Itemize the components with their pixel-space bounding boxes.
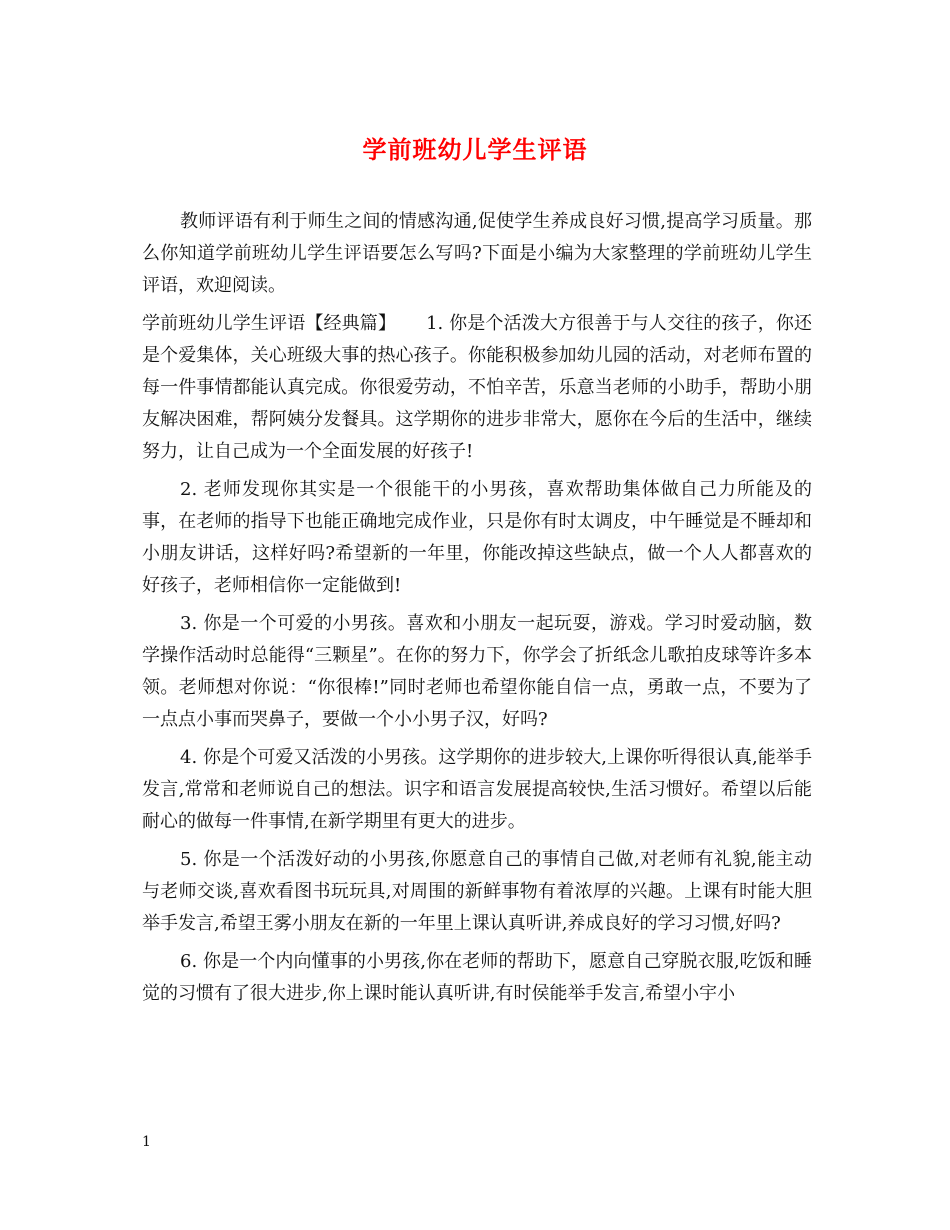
section-subheading: 学前班幼儿学生评语【经典篇】 [142, 313, 397, 334]
comment-item-1: 1. 你是个活泼大方很善于与人交往的孩子，你还是个爱集体，关心班级大事的热心孩子。你能积极参加幼儿园的活动，对老师布置的每一件事情都能认真完成。你很爱劳动，不怕辛苦，乐意当老师的小助手，帮助小朋友解决困难，帮阿姨分发餐具。这学期你的进步非常大，愿你在今后的生活中，继续努力，让自己成为一个全面发展的好孩子! [142, 313, 812, 462]
first-item-paragraph [142, 308, 812, 468]
document-body [142, 206, 812, 1016]
comment-item-2: 2. 老师发现你其实是一个很能干的小男孩，喜欢帮助集体做自己力所能及的事，在老师的指导下也能正确地完成作业，只是你有时太调皮，中午睡觉是不睡却和小朋友讲话，这样好吗?希望新的一年里，你能改掉这些缺点，做一个人人都喜欢的好孩子，老师相信你一定能做到! [142, 479, 812, 596]
page-number: 1 [142, 1134, 151, 1150]
intro-paragraph: 教师评语有利于师生之间的情感沟通,促使学生养成良好习惯,提高学习质量。那么你知道学前班幼儿学生评语要怎么写吗?下面是小编为大家整理的学前班幼儿学生评语，欢迎阅读。 [142, 211, 812, 296]
comment-item-6: 6. 你是一个内向懂事的小男孩,你在老师的帮助下，愿意自己穿脱衣服,吃饭和睡觉的习惯有了很大进步,你上课时能认真听讲,有时侯能举手发言,希望小宇小 [142, 951, 812, 1004]
comment-item-5: 5. 你是一个活泼好动的小男孩,你愿意自己的事情自己做,对老师有礼貌,能主动与老师交谈,喜欢看图书玩玩具,对周围的新鲜事物有着浓厚的兴趣。上课有时能大胆举手发言,希望王雾小朋友在新的一年里上课认真听讲,养成良好的学习习惯,好吗? [142, 849, 812, 934]
comment-item-3: 3. 你是一个可爱的小男孩。喜欢和小朋友一起玩耍，游戏。学习时爱动脑，数学操作活动时总能得“三颗星”。在你的努力下，你学会了折纸念儿歌拍皮球等许多本领。老师想对你说：“你很棒!”同时老师也希望你能自信一点，勇敢一点，不要为了一点点小事而哭鼻子，要做一个小小男子汉，好吗? [142, 613, 812, 730]
comment-item-4: 4. 你是个可爱又活泼的小男孩。这学期你的进步较大,上课你听得很认真,能举手发言,常常和老师说自己的想法。识字和语言发展提高较快,生活习惯好。希望以后能耐心的做每一件事情,在新学期里有更大的进步。 [142, 747, 812, 832]
document-title: 学前班幼儿学生评语 [362, 135, 588, 164]
